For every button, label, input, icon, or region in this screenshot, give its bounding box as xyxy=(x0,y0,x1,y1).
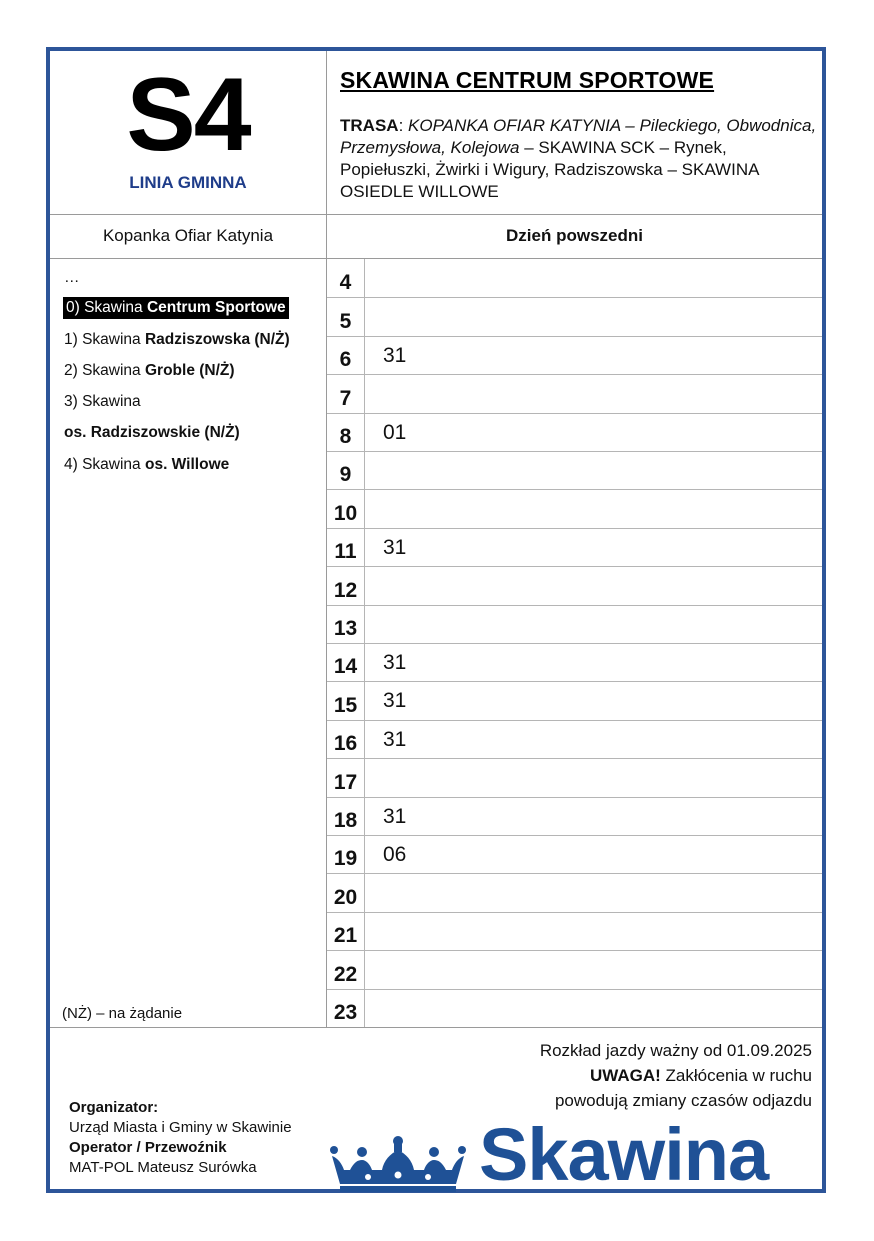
timetable-frame xyxy=(46,47,826,1196)
minutes-cell: 31 xyxy=(383,689,407,713)
stop-name: Radziszowska (N/Ż) xyxy=(144,331,290,348)
route-label: TRASA xyxy=(340,116,399,135)
timetable-row xyxy=(327,259,822,298)
warning-text: Zakłócenia w ruchu xyxy=(660,1066,812,1085)
operator-name: MAT-POL Mateusz Surówka xyxy=(69,1159,257,1176)
stop-name: os. Willowe xyxy=(144,456,230,473)
stop-item xyxy=(64,331,290,349)
validity-date: Rozkład jazdy ważny od 01.09.2025 xyxy=(539,1041,812,1060)
timetable-row xyxy=(327,528,822,567)
logo-text: Skawina xyxy=(479,1113,769,1196)
timetable-row xyxy=(327,835,822,874)
timetable-row xyxy=(327,720,822,759)
timetable-row xyxy=(327,912,822,951)
stop-name: Groble (N/Ż) xyxy=(144,362,235,379)
warning-text-2: powodują zmiany czasów odjazdu xyxy=(554,1091,812,1110)
line-badge xyxy=(50,51,327,214)
hour-cell: 23 xyxy=(327,989,365,1027)
stop-list-ellipsis: … xyxy=(64,269,80,286)
direction-header: Kopanka Ofiar Katynia xyxy=(50,214,327,259)
timetable-row xyxy=(327,797,822,836)
day-type-header: Dzień powszedni xyxy=(327,214,822,259)
hour-cell: 9 xyxy=(327,451,365,489)
hour-cell: 22 xyxy=(327,950,365,988)
organizer-label: Organizator: xyxy=(69,1099,159,1116)
minutes-cell: 31 xyxy=(383,535,407,559)
hour-cell: 16 xyxy=(327,720,365,758)
minutes-cell: 31 xyxy=(383,804,407,828)
stop-name: os. Radziszowskie (N/Ż) xyxy=(64,424,240,441)
timetable-row xyxy=(327,297,822,336)
stop-prefix: 1) Skawina xyxy=(64,331,145,348)
operator-label: Operator / Przewoźnik xyxy=(69,1139,227,1156)
stop-title: SKAWINA CENTRUM SPORTOWE xyxy=(340,67,715,93)
timetable-row xyxy=(327,758,822,797)
validity-notice xyxy=(540,1038,812,1113)
timetable-row xyxy=(327,989,822,1027)
hour-cell: 10 xyxy=(327,489,365,527)
hour-cell: 4 xyxy=(327,259,365,297)
crown-icon xyxy=(328,1134,468,1192)
hour-cell: 20 xyxy=(327,873,365,911)
hour-cell: 14 xyxy=(327,643,365,681)
stop-name: Centrum Sportowe xyxy=(146,299,286,316)
footer xyxy=(50,1027,822,1194)
stop-prefix: 4) Skawina xyxy=(64,456,145,473)
stop-item xyxy=(64,393,141,411)
hour-cell: 8 xyxy=(327,413,365,451)
request-stop-legend: (NŻ) – na żądanie xyxy=(62,1005,183,1022)
line-type: LINIA GMINNA xyxy=(129,173,247,192)
stop-item xyxy=(64,456,229,474)
timetable-row xyxy=(327,950,822,989)
route-italic: KOPANKA OFIAR KATYNIA – Pileckiego, Obwodnica, Przemysłowa, Kolejowa xyxy=(340,116,817,157)
hour-cell: 5 xyxy=(327,297,365,335)
hour-cell: 17 xyxy=(327,758,365,796)
minutes-cell: 01 xyxy=(383,420,407,444)
timetable-row xyxy=(327,873,822,912)
stop-prefix: 0) Skawina xyxy=(66,299,147,316)
organizer-name: Urząd Miasta i Gminy w Skawinie xyxy=(69,1119,292,1136)
timetable-row xyxy=(327,413,822,452)
stop-prefix: 2) Skawina xyxy=(64,362,145,379)
stop-list xyxy=(50,259,327,1027)
timetable-row xyxy=(327,374,822,413)
stop-item xyxy=(64,424,240,442)
warning-line xyxy=(540,1063,812,1088)
stop-prefix: 3) Skawina xyxy=(64,393,141,410)
minutes-cell: 31 xyxy=(383,651,407,674)
minutes-cell: 06 xyxy=(383,843,407,866)
stop-item xyxy=(64,362,235,380)
hour-cell: 6 xyxy=(327,336,365,374)
timetable-row xyxy=(327,489,822,528)
timetable-row xyxy=(327,681,822,720)
warning-label: UWAGA! xyxy=(589,1066,661,1085)
stop-current xyxy=(63,297,289,319)
line-number: S4 xyxy=(126,57,250,173)
hour-cell: 21 xyxy=(327,912,365,950)
route-rest: – SKAWINA SCK – Rynek, Popiełuszki, Żwirki i Wigury, Radziszowska – SKAWINA OSIEDLE WILLOWE xyxy=(340,138,759,201)
minutes-cell: 31 xyxy=(383,727,407,751)
hour-cell: 13 xyxy=(327,605,365,643)
hour-cell: 7 xyxy=(327,374,365,412)
hour-cell: 11 xyxy=(327,528,365,566)
minutes-cell: 31 xyxy=(383,343,407,367)
hour-cell: 12 xyxy=(327,566,365,604)
hour-cell: 15 xyxy=(327,681,365,719)
timetable-row xyxy=(327,566,822,605)
organizer-info xyxy=(69,1098,292,1178)
timetable-row xyxy=(327,451,822,490)
timetable-row xyxy=(327,336,822,375)
hour-cell: 18 xyxy=(327,797,365,835)
skawina-logo xyxy=(328,1113,822,1196)
timetable-row xyxy=(327,643,822,682)
route-description: TRASA: KOPANKA OFIAR KATYNIA – Pileckiego, Obwodnica, Przemysłowa, Kolejowa – SKAWINA SCK – Rynek, Popiełuszki, Żwirki i Wigury, Radziszowska – SKAWINA OSIEDLE WILLOWE xyxy=(340,116,817,201)
hour-cell: 19 xyxy=(327,835,365,873)
header xyxy=(50,51,822,215)
timetable-grid xyxy=(327,259,822,1027)
timetable-row xyxy=(327,605,822,644)
